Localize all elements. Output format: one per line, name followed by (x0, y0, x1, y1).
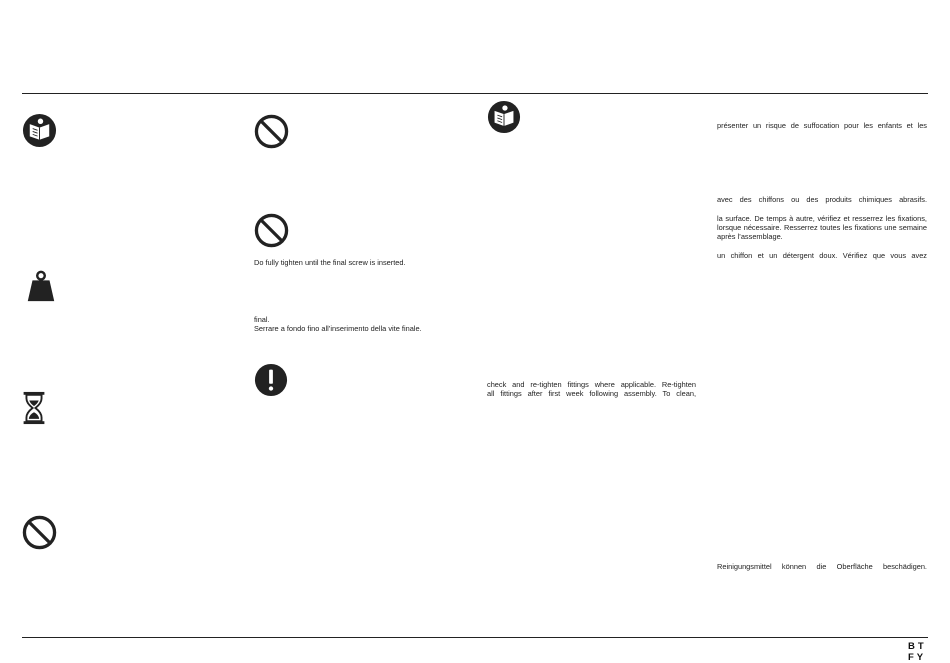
tighten-instruction-partial: final. (254, 315, 270, 324)
bottom-rule (22, 637, 928, 638)
top-rule (22, 93, 928, 94)
maintenance-text-fr: la surface. De temps à autre, vérifiez et resserrez les fixations, lorsque nécessaire. Resserrez toutes les fixations une semaine après l’assemblage. (717, 214, 927, 241)
maintenance-text-line1: check and re-tighten fittings where applicable. Re-tighten (487, 380, 696, 389)
prohibited-icon (254, 213, 289, 248)
brand-logo: BT FY (908, 641, 927, 663)
prohibited-icon (254, 114, 289, 149)
cleaning-warning-de: Reinigungsmittel können die Oberfläche beschädigen. (717, 562, 927, 571)
manual-icon (487, 100, 521, 134)
abrasive-warning-fr: avec des chiffons ou des produits chimiques abrasifs. (717, 195, 927, 204)
weight-icon (24, 270, 58, 304)
tighten-instruction-en: Do fully tighten until the final screw is inserted. (254, 258, 406, 267)
prohibited-icon (22, 515, 57, 550)
suffocation-warning-fr: présenter un risque de suffocation pour les enfants et les (717, 121, 927, 130)
exclamation-icon (254, 363, 288, 397)
cleaning-text-fr: un chiffon et un détergent doux. Vérifiez que vous avez (717, 251, 927, 260)
hourglass-icon (22, 391, 46, 425)
tighten-instruction-it: Serrare a fondo fino all’inserimento della vite finale. (254, 324, 422, 333)
maintenance-text-line2: all fittings after first week following assembly. To clean, (487, 389, 696, 398)
manual-icon (22, 113, 57, 148)
